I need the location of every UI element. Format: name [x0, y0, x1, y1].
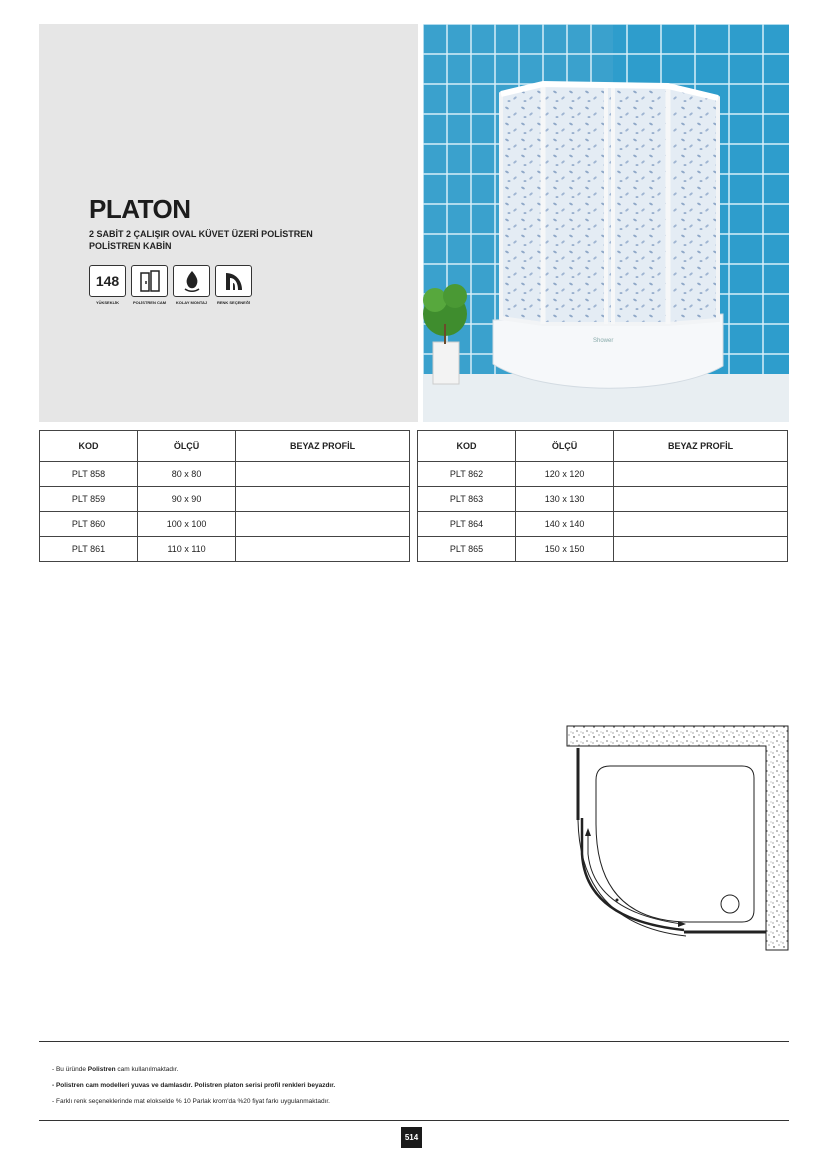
- badge-height-value: 148: [95, 273, 120, 289]
- cell-olcu: 120 x 120: [516, 462, 614, 487]
- cell-kod: PLT 858: [40, 462, 138, 487]
- header-kod: KOD: [40, 431, 138, 462]
- divider-bottom: [39, 1120, 789, 1121]
- cell-kod: PLT 863: [418, 487, 516, 512]
- cell-profil: [614, 512, 788, 537]
- header-olcu: ÖLÇÜ: [138, 431, 236, 462]
- brand-mark: Shower: [593, 338, 614, 344]
- header-kod: KOD: [418, 431, 516, 462]
- note-1: [52, 1062, 335, 1078]
- cell-profil: [614, 487, 788, 512]
- cell-profil: [236, 462, 410, 487]
- cell-profil: [236, 512, 410, 537]
- note-1-pre: - Bu üründe: [52, 1066, 88, 1073]
- kolay-montaj-icon: [173, 265, 210, 297]
- renk-secenegi-icon: [215, 265, 252, 297]
- notes: [52, 1062, 335, 1110]
- cell-kod: PLT 864: [418, 512, 516, 537]
- note-1-bold: Polistren: [87, 1066, 116, 1073]
- badge-polistren: [131, 265, 168, 305]
- table-row: [40, 512, 410, 537]
- header-beyaz-profil: BEYAZ PROFİL: [614, 431, 788, 462]
- subtitle-line-1: 2 SABİT 2 ÇALIŞIR OVAL KÜVET ÜZERİ POLİSTREN: [89, 229, 313, 239]
- note-1-post: cam kullanılmaktadır.: [115, 1066, 179, 1073]
- table-header-row: [40, 431, 410, 462]
- cell-olcu: 140 x 140: [516, 512, 614, 537]
- badge-renk-label: RENK SEÇENEĞİ: [216, 300, 251, 305]
- cell-olcu: 100 x 100: [138, 512, 236, 537]
- table-row: [418, 512, 788, 537]
- badge-height-label: YÜKSEKLİK: [95, 300, 120, 305]
- cell-profil: [236, 487, 410, 512]
- cell-profil: [614, 537, 788, 562]
- header-olcu: ÖLÇÜ: [516, 431, 614, 462]
- badge-montaj: [173, 265, 210, 305]
- feature-badges: [89, 265, 252, 305]
- cell-olcu: 90 x 90: [138, 487, 236, 512]
- badge-polistren-label: POLİSTREN CAM: [132, 300, 167, 305]
- page-number: 514: [401, 1127, 422, 1148]
- table-header-row: [418, 431, 788, 462]
- cell-kod: PLT 861: [40, 537, 138, 562]
- cell-olcu: 80 x 80: [138, 462, 236, 487]
- table-row: [40, 487, 410, 512]
- cell-olcu: 130 x 130: [516, 487, 614, 512]
- subtitle-line-2: POLİSTREN KABİN: [89, 241, 172, 251]
- cell-olcu: 110 x 110: [138, 537, 236, 562]
- badge-montaj-label: KOLAY MONTAJ: [175, 300, 208, 305]
- cell-kod: PLT 862: [418, 462, 516, 487]
- note-2: - Polistren cam modelleri yuvas ve damlasdır. Polistren platon serisi profil renkleri beyazdır.: [52, 1082, 336, 1089]
- table-row: [40, 537, 410, 562]
- badge-height: [89, 265, 126, 305]
- cell-kod: PLT 860: [40, 512, 138, 537]
- product-subtitle: [89, 228, 349, 252]
- note-3: - Farklı renk seçeneklerinde mat elokselde % 10 Parlak krom'da %20 fiyat farkı uygulanmaktadır.: [52, 1098, 330, 1105]
- table-row: [418, 537, 788, 562]
- badge-renk: [215, 265, 252, 305]
- spec-table-left: [39, 430, 410, 562]
- table-row: [418, 487, 788, 512]
- product-title: PLATON: [89, 194, 191, 224]
- cell-kod: PLT 865: [418, 537, 516, 562]
- header-beyaz-profil: BEYAZ PROFİL: [236, 431, 410, 462]
- table-row: [40, 462, 410, 487]
- cell-profil: [236, 537, 410, 562]
- table-row: [418, 462, 788, 487]
- cell-olcu: 150 x 150: [516, 537, 614, 562]
- cell-profil: [614, 462, 788, 487]
- spec-table-right: [417, 430, 788, 562]
- divider-top: [39, 1041, 789, 1042]
- cell-kod: PLT 859: [40, 487, 138, 512]
- product-photo: [423, 24, 789, 422]
- polistren-cam-icon: [131, 265, 168, 297]
- height-148-icon: [89, 265, 126, 297]
- plan-diagram: [562, 724, 792, 952]
